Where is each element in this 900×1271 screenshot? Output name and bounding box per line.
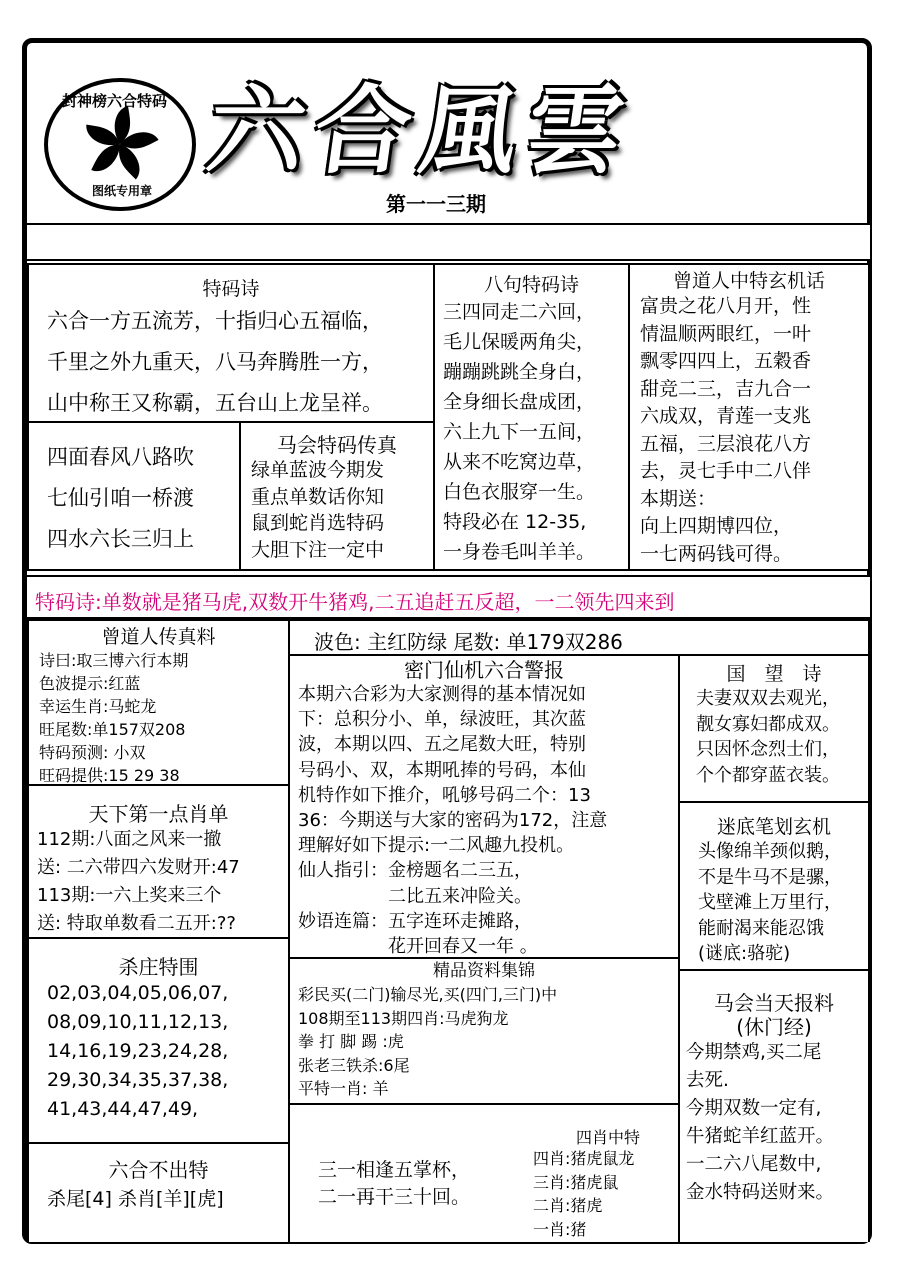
riddle-line: 戈壁滩上万里行， (698, 892, 842, 913)
blank-strip (27, 223, 870, 261)
zeng-line: 向上四期博四位， (640, 515, 793, 537)
eight-line: 从来不吃窝边草， (443, 451, 596, 473)
spring-line: 四面春风八路吹 (47, 445, 194, 469)
seal-top-text: 封神榜六合特码 (62, 92, 168, 110)
first-title: 天下第一点肖单 (88, 802, 229, 826)
secret-line: 理解好如下提示:一二风趣九投机。 (298, 835, 575, 857)
first-box (27, 784, 290, 939)
guo-line: 只因怀念烈士们， (696, 739, 840, 760)
first-line: 112期:八面之风来一撤 (37, 829, 222, 850)
zeng-line: 五福，三层浪花八方 (640, 432, 812, 455)
jing-line: 拳 打 脚 踢 :虎 (298, 1032, 404, 1051)
eight-line: 特段必在 12-35, (443, 511, 587, 533)
secret-line: 本期六合彩为大家测得的基本情况如 (298, 684, 586, 705)
report-line: 今期双数一定有, (686, 1098, 822, 1119)
report-line: 金水特码送财来。 (686, 1182, 835, 1203)
spring-box (27, 421, 241, 571)
guo-box (678, 654, 870, 803)
riddle-line: 不是牛马不是骡， (698, 866, 842, 888)
riddle-line: 头像绵羊颈似鹅， (698, 841, 842, 862)
mahui-box (239, 421, 435, 571)
secret-box (288, 654, 680, 959)
secret-line: 妙语连篇：五字连环走摊路， (298, 910, 532, 932)
zeng-line: 甜竞二三，吉九合一 (640, 377, 812, 400)
wave-box (288, 619, 870, 656)
mahui-line: 绿单蓝波今期发 (251, 459, 385, 481)
secret-title: 密门仙机六合警报 (404, 658, 564, 682)
zeng-title: 曾道人中特玄机话 (672, 270, 825, 292)
eight-line: 蹦蹦跳跳全身白， (443, 361, 596, 383)
eight-line: 六上九下一五间， (443, 421, 596, 443)
secret-line: 号码小、双，本期吼捧的号码，本仙 (298, 759, 586, 781)
secret-line: 36：今期送与大家的密码为172，注意 (298, 810, 608, 832)
eight-line: 一身卷毛叫羊羊。 (443, 541, 596, 563)
riddle-box (678, 801, 870, 971)
riddle-line: (谜底:骆驼) (698, 943, 791, 964)
report-line: 牛猪蛇羊红蓝开。 (686, 1126, 835, 1147)
poem-line: 千里之外九重天，八马奔腾胜一方， (47, 350, 383, 374)
mahui-title: 马会特码传真 (277, 433, 397, 457)
poem-box (27, 263, 435, 423)
guo-line: 夫妻双双去观光， (696, 688, 840, 709)
riddle-line: 能耐渴来能忍饿 (698, 917, 824, 939)
four-line: 二肖:猪虎 (533, 1196, 603, 1215)
kill-line: 41,43,44,47,49, (47, 1098, 199, 1120)
notout-box (27, 1142, 290, 1242)
notout-line: 杀尾[4] 杀肖[羊][虎] (47, 1188, 224, 1210)
four-line: 一肖:猪 (533, 1219, 587, 1239)
jing-title: 精品资料集锦 (433, 961, 535, 981)
eight-line: 全身细长盘成团， (443, 391, 596, 413)
zeng-line: 六成双，青莲一支兆 (640, 405, 812, 427)
wave-text: 波色: 主红防绿 尾数: 单179双286 (314, 630, 623, 654)
bottom-box (288, 1103, 680, 1242)
bottom-line: 二一再干三十回。 (318, 1186, 471, 1208)
eight-poem-box (433, 263, 630, 571)
guo-line: 个个都穿蓝衣装。 (696, 764, 840, 786)
jing-line: 彩民买(二门)输尽光,买(四门,三门)中 (298, 985, 558, 1004)
secret-line: 波，本期以四、五之尾数大旺，特别 (298, 734, 586, 756)
jing-line: 108期至113期四肖:马虎狗龙 (298, 1008, 509, 1028)
report-box (678, 969, 870, 1242)
kill-line: 29,30,34,35,37,38, (47, 1069, 229, 1091)
banner-text: 特码诗:单数就是猪马虎,双数开牛猪鸡,二五追赶五反超，一二领先四来到 (35, 590, 675, 614)
issue-number: 第一一三期 (386, 192, 486, 216)
fax-line: 诗曰:取三博六行本期 (39, 651, 189, 670)
first-line: 送: 二六带四六发财开:47 (37, 857, 240, 878)
zeng-line: 富贵之花八月开，性 (640, 295, 812, 317)
jing-line: 张老三铁杀:6尾 (298, 1055, 410, 1075)
logo-title: 六合風雲 (201, 74, 641, 187)
secret-line: 仙人指引：金榜题名二三五， (298, 860, 532, 882)
jing-line: 平特一肖: 羊 (298, 1079, 389, 1098)
zeng-line: 去，灵七手中二八伴 (640, 460, 812, 482)
zeng-box (628, 263, 870, 571)
eight-line: 毛儿保暖两角尖， (443, 331, 596, 353)
banner-box (27, 575, 870, 619)
poem-line: 六合一方五流芳，十指归心五福临， (47, 309, 383, 333)
report-line: 去死. (686, 1070, 729, 1091)
fax-line: 色波提示:红蓝 (39, 674, 141, 693)
kill-box (27, 937, 290, 1144)
notout-title: 六合不出特 (108, 1158, 209, 1182)
report-line: 一二六八尾数中, (686, 1154, 822, 1175)
first-line: 113期:一六上奖来三个 (37, 885, 222, 906)
eight-line: 白色衣服穿一生。 (443, 481, 596, 503)
fax-line: 旺尾数:单157双208 (39, 720, 186, 739)
poem-line: 山中称王又称霸，五台山上龙呈祥。 (47, 391, 383, 415)
jing-box (288, 957, 680, 1105)
secret-line: 二比五来冲险关。 (298, 885, 532, 907)
spring-line: 七仙引咱一桥渡 (47, 486, 194, 510)
kill-line: 08,09,10,11,12,13, (47, 1011, 229, 1033)
kill-line: 14,16,19,23,24,28, (47, 1040, 229, 1062)
report-subtitle: (休门经) (736, 1015, 812, 1039)
kill-line: 02,03,04,05,06,07, (47, 982, 229, 1004)
fax-line: 特码预测: 小双 (39, 743, 146, 762)
four-title: 四肖中特 (576, 1128, 641, 1147)
guo-line: 靓女寡妇都成双。 (696, 713, 840, 735)
report-title: 马会当天报料 (714, 991, 834, 1015)
zeng-line: 情温顺两眼红，一叶 (640, 322, 812, 345)
fax-line: 幸运生肖:马蛇龙 (39, 697, 157, 716)
seal-bottom-text: 图纸专用章 (92, 184, 153, 198)
four-line: 四肖:猪虎鼠龙 (533, 1149, 635, 1168)
eight-line: 三四同走二六回， (443, 301, 596, 323)
fax-title: 曾道人传真料 (101, 626, 216, 648)
first-line: 送: 特取单数看二五开:?? (37, 913, 236, 934)
mahui-line: 重点单数话你知 (251, 485, 385, 508)
secret-line: 机特作如下推介，吼够号码二个：13 (298, 784, 591, 806)
fax-line: 旺码提供:15 29 38 (39, 766, 180, 785)
fax-box (27, 619, 290, 786)
zeng-line: 本期送： (640, 487, 717, 510)
mahui-line: 鼠到蛇肖选特码 (251, 512, 385, 534)
secret-line: 下：总积分小、单，绿波旺，其次蓝 (298, 709, 586, 731)
zeng-line: 一七两码钱可得。 (640, 542, 793, 565)
report-line: 今期禁鸡,买二尾 (686, 1042, 822, 1063)
guo-title: 国 望 诗 (726, 663, 822, 685)
seal-stamp (44, 78, 196, 211)
kill-title: 杀庄特围 (118, 955, 199, 979)
riddle-title: 迷底笔划玄机 (716, 816, 831, 838)
bottom-line: 三一相逢五掌杯， (318, 1159, 471, 1181)
secret-line: 花开回春又一年 。 (298, 936, 538, 958)
four-line: 三肖:猪虎鼠 (533, 1172, 619, 1192)
poem-title: 特码诗 (202, 278, 260, 300)
eight-poem-title: 八句特码诗 (483, 274, 579, 296)
spring-line: 四水六长三归上 (47, 527, 194, 551)
mahui-line: 大胆下注一定中 (251, 538, 385, 561)
zeng-line: 飘零四四上，五穀香 (640, 350, 812, 372)
